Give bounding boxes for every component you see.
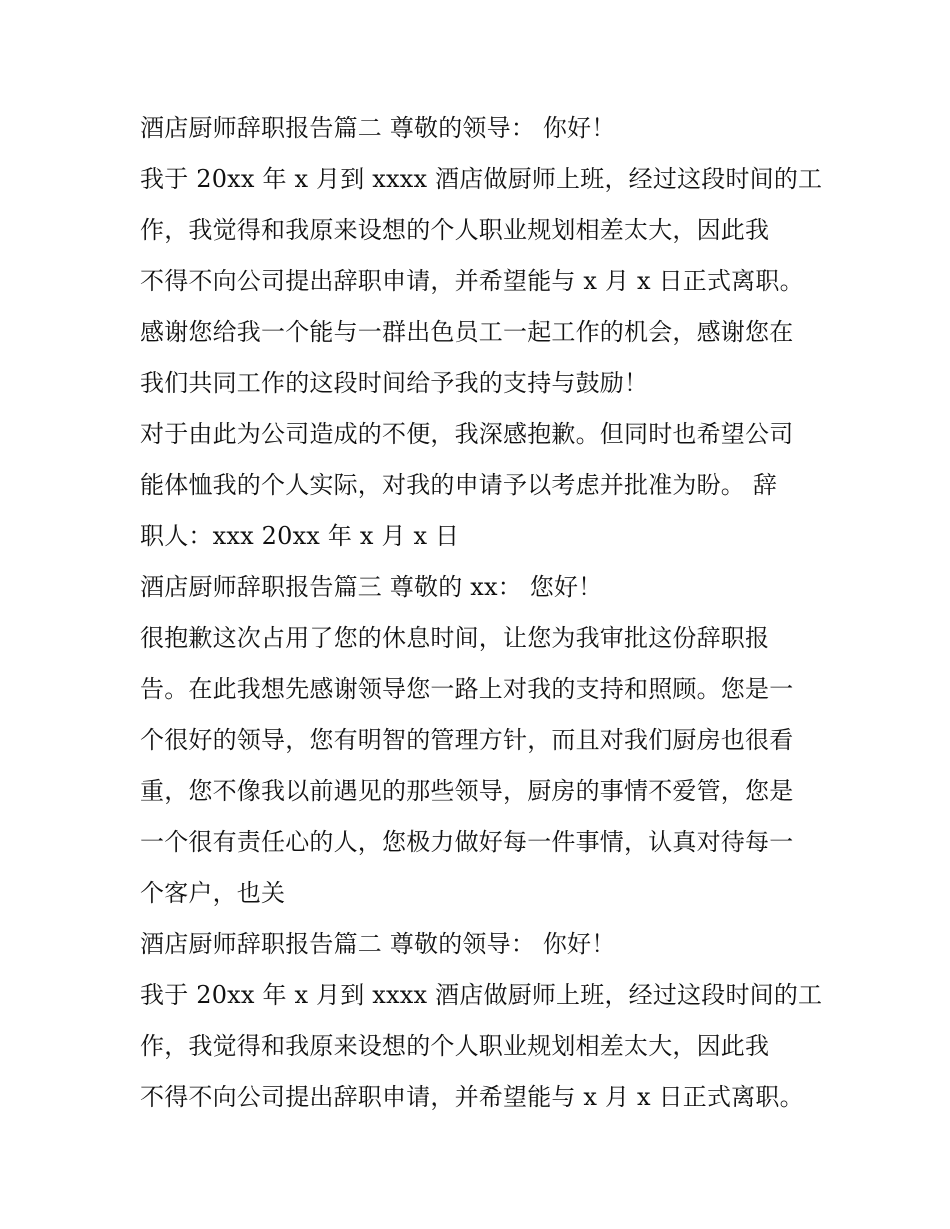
text-line: 不得不向公司提出辞职申请，并希望能与 x 月 x 日正式离职。: [140, 1083, 804, 1111]
text-line: 个客户，也关: [140, 879, 286, 907]
text-line: 作，我觉得和我原来设想的个人职业规划相差太大，因此我: [140, 216, 770, 244]
text-line: 酒店厨师辞职报告篇二 尊敬的领导： 你好！: [140, 114, 616, 142]
text-line: 我于 20xx 年 x 月到 xxxx 酒店做厨师上班，经过这段时间的工: [140, 981, 823, 1009]
text-line: 我于 20xx 年 x 月到 xxxx 酒店做厨师上班，经过这段时间的工: [140, 165, 823, 193]
text-line: 很抱歉这次占用了您的休息时间，让您为我审批这份辞职报: [140, 624, 770, 652]
text-line: 告。在此我想先感谢领导您一路上对我的支持和照顾。您是一: [140, 675, 794, 703]
text-line: 个很好的领导，您有明智的管理方针，而且对我们厨房也很看: [140, 726, 794, 754]
text-line: 职人：xxx 20xx 年 x 月 x 日: [140, 522, 460, 550]
text-line: 酒店厨师辞职报告篇二 尊敬的领导： 你好！: [140, 930, 616, 958]
text-line: 重，您不像我以前遇见的那些领导，厨房的事情不爱管，您是: [140, 777, 794, 805]
text-line: 作，我觉得和我原来设想的个人职业规划相差太大，因此我: [140, 1032, 770, 1060]
text-line: 能体恤我的个人实际，对我的申请予以考虑并批准为盼。 辞: [140, 471, 778, 499]
text-line: 我们共同工作的这段时间给予我的支持与鼓励！: [140, 369, 649, 397]
text-line: 感谢您给我一个能与一群出色员工一起工作的机会，感谢您在: [140, 318, 794, 346]
text-line: 不得不向公司提出辞职申请，并希望能与 x 月 x 日正式离职。: [140, 267, 804, 295]
text-line: 一个很有责任心的人，您极力做好每一件事情，认真对待每一: [140, 828, 794, 856]
text-line: 酒店厨师辞职报告篇三 尊敬的 xx： 您好！: [140, 573, 603, 601]
text-line: 对于由此为公司造成的不便，我深感抱歉。但同时也希望公司: [140, 420, 794, 448]
document-body: [140, 103, 823, 1123]
